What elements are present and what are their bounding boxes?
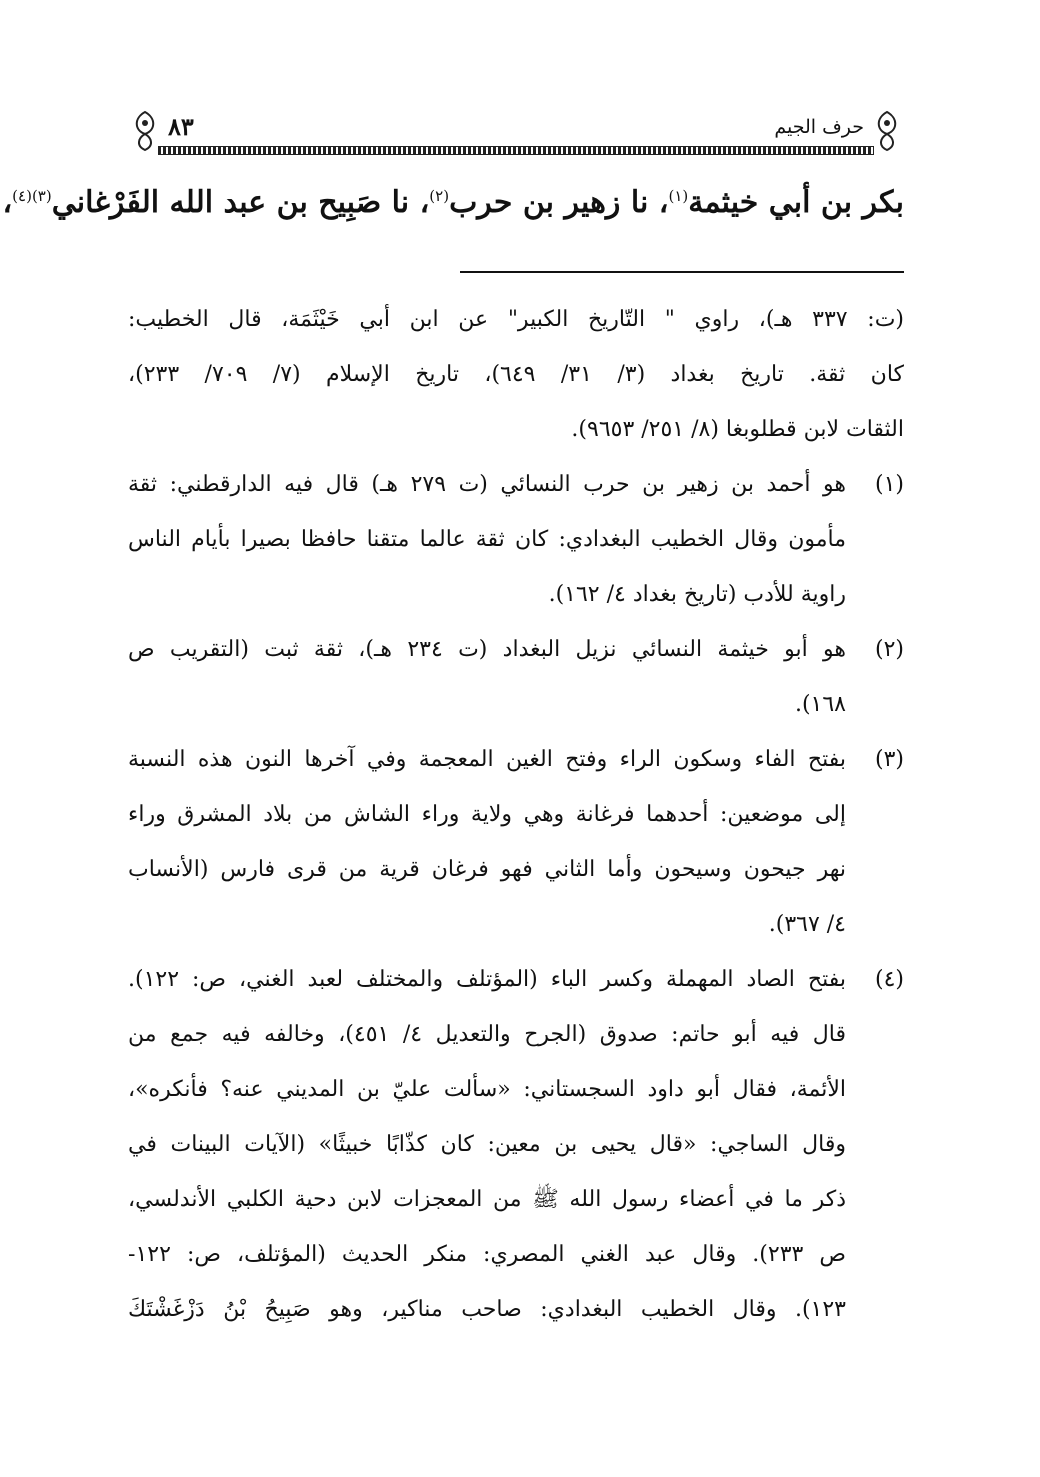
footnote-number: (١): [874, 472, 904, 497]
footnote-number: (٤): [874, 967, 904, 992]
footnote-line: (ت: ٣٣٧ هـ)، راوي " التّاريخ الكبير" عن ابن أبي خَيْثَمَة، قال الخطيب:: [128, 307, 904, 332]
footnote-ref: (١): [668, 187, 689, 205]
footnote-number: (٣): [874, 747, 904, 772]
footnote-number: (٢): [874, 637, 904, 662]
footnote-line: ٤/ ٣٦٧).: [768, 912, 846, 937]
footnote-ref: (٤): [12, 187, 32, 205]
footnote-line: ١٢٣). وقال الخطيب البغدادي: صاحب مناكير، وهو صَبِيحُ بْنُ دَزْغَشْتَكَ: [128, 1297, 846, 1322]
footnote-line: هو أبو خيثمة النسائي نزيل البغداد (ت ٢٣٤ هـ)، ثقة ثبت (التقريب ص: [128, 637, 846, 662]
ornament-left-icon: [128, 108, 162, 152]
footnote-line: الثقات لابن قطلوبغا (٨/ ٢٥١/ ٩٦٥٣).: [571, 417, 904, 442]
footnote-line: ذكر ما في أعضاء رسول الله ﷺ من المعجزات لابن دحية الكلبي الأندلسي،: [128, 1187, 846, 1212]
continued-footnote: [128, 292, 904, 457]
footnote-line: كان ثقة. تاريخ بغداد (٣/ ٣١/ ٦٤٩)، تاريخ الإسلام (٧/ ٧٠٩/ ٢٣٣)،: [128, 362, 905, 387]
footnote-line: إلى موضعين: أحدهما فرغانة وهي ولاية وراء الشاش من بلاد المشرق وراء: [128, 802, 846, 827]
main-text-segment: ،: [2, 185, 13, 220]
main-text-segment: ، نا صَبِيح بن عبد الله الفَرْغاني: [51, 185, 430, 220]
footnote-line: نهر جيحون وسيحون وأما الثاني فهو فرغان قرية من قرى فارس (الأنساب: [128, 857, 846, 882]
footnote-divider: [460, 271, 904, 273]
main-text-line: [2, 174, 904, 225]
footnote-line: وقال الساجي: «قال يحيى بن معين: كان كذّابًا خبيثًا» (الآيات البينات في: [128, 1132, 846, 1157]
page-number: ٨٣: [168, 112, 194, 141]
footnote-line: ١٦٨).: [794, 692, 846, 717]
chapter-title: حرف الجيم: [774, 116, 864, 138]
footnotes-block: [128, 292, 904, 1337]
footnote-4: [128, 952, 904, 1337]
footnote-line: بفتح الصاد المهملة وكسر الباء (المؤتلف والمختلف لعبد الغني، ص: ١٢٢).: [128, 967, 846, 992]
footnote-ref: (٢): [429, 187, 450, 205]
footnote-ref: (٣): [31, 187, 52, 205]
footnote-line: هو أحمد بن زهير بن حرب النسائي (ت ٢٧٩ هـ) قال فيه الدارقطني: ثقة: [128, 472, 846, 497]
footnote-line: قال فيه أبو حاتم: صدوق (الجرح والتعديل ٤/ ٤٥١)، وخالفه فيه جمع من: [128, 1022, 846, 1047]
footnote-line: مأمون وقال الخطيب البغدادي: كان ثقة عالما متقنا حافظا بصيرا بأيام الناس: [128, 527, 846, 552]
footnote-3: [128, 732, 904, 952]
ornament-right-icon: [870, 108, 904, 152]
footnote-1: [128, 457, 904, 622]
footnote-line: الأئمة، فقال أبو داود السجستاني: «سألت عليّ بن المديني عنه؟ فأنكره»،: [128, 1077, 846, 1102]
footnote-line: بفتح الفاء وسكون الراء وفتح الغين المعجمة وفي آخرها النون هذه النسبة: [128, 747, 846, 772]
main-text-segment: بكر بن أبي خيثمة: [688, 185, 904, 220]
header-rule: [158, 146, 874, 155]
footnote-line: راوية للأدب (تاريخ بغداد ٤/ ١٦٢).: [548, 582, 846, 607]
main-text-segment: ، نا زهير بن حرب: [449, 185, 669, 220]
footnote-line: ص ٢٣٣). وقال عبد الغني المصري: منكر الحديث (المؤتلف، ص: ١٢٢-: [128, 1242, 847, 1267]
footnote-2: [128, 622, 904, 732]
page-header: [128, 108, 904, 160]
